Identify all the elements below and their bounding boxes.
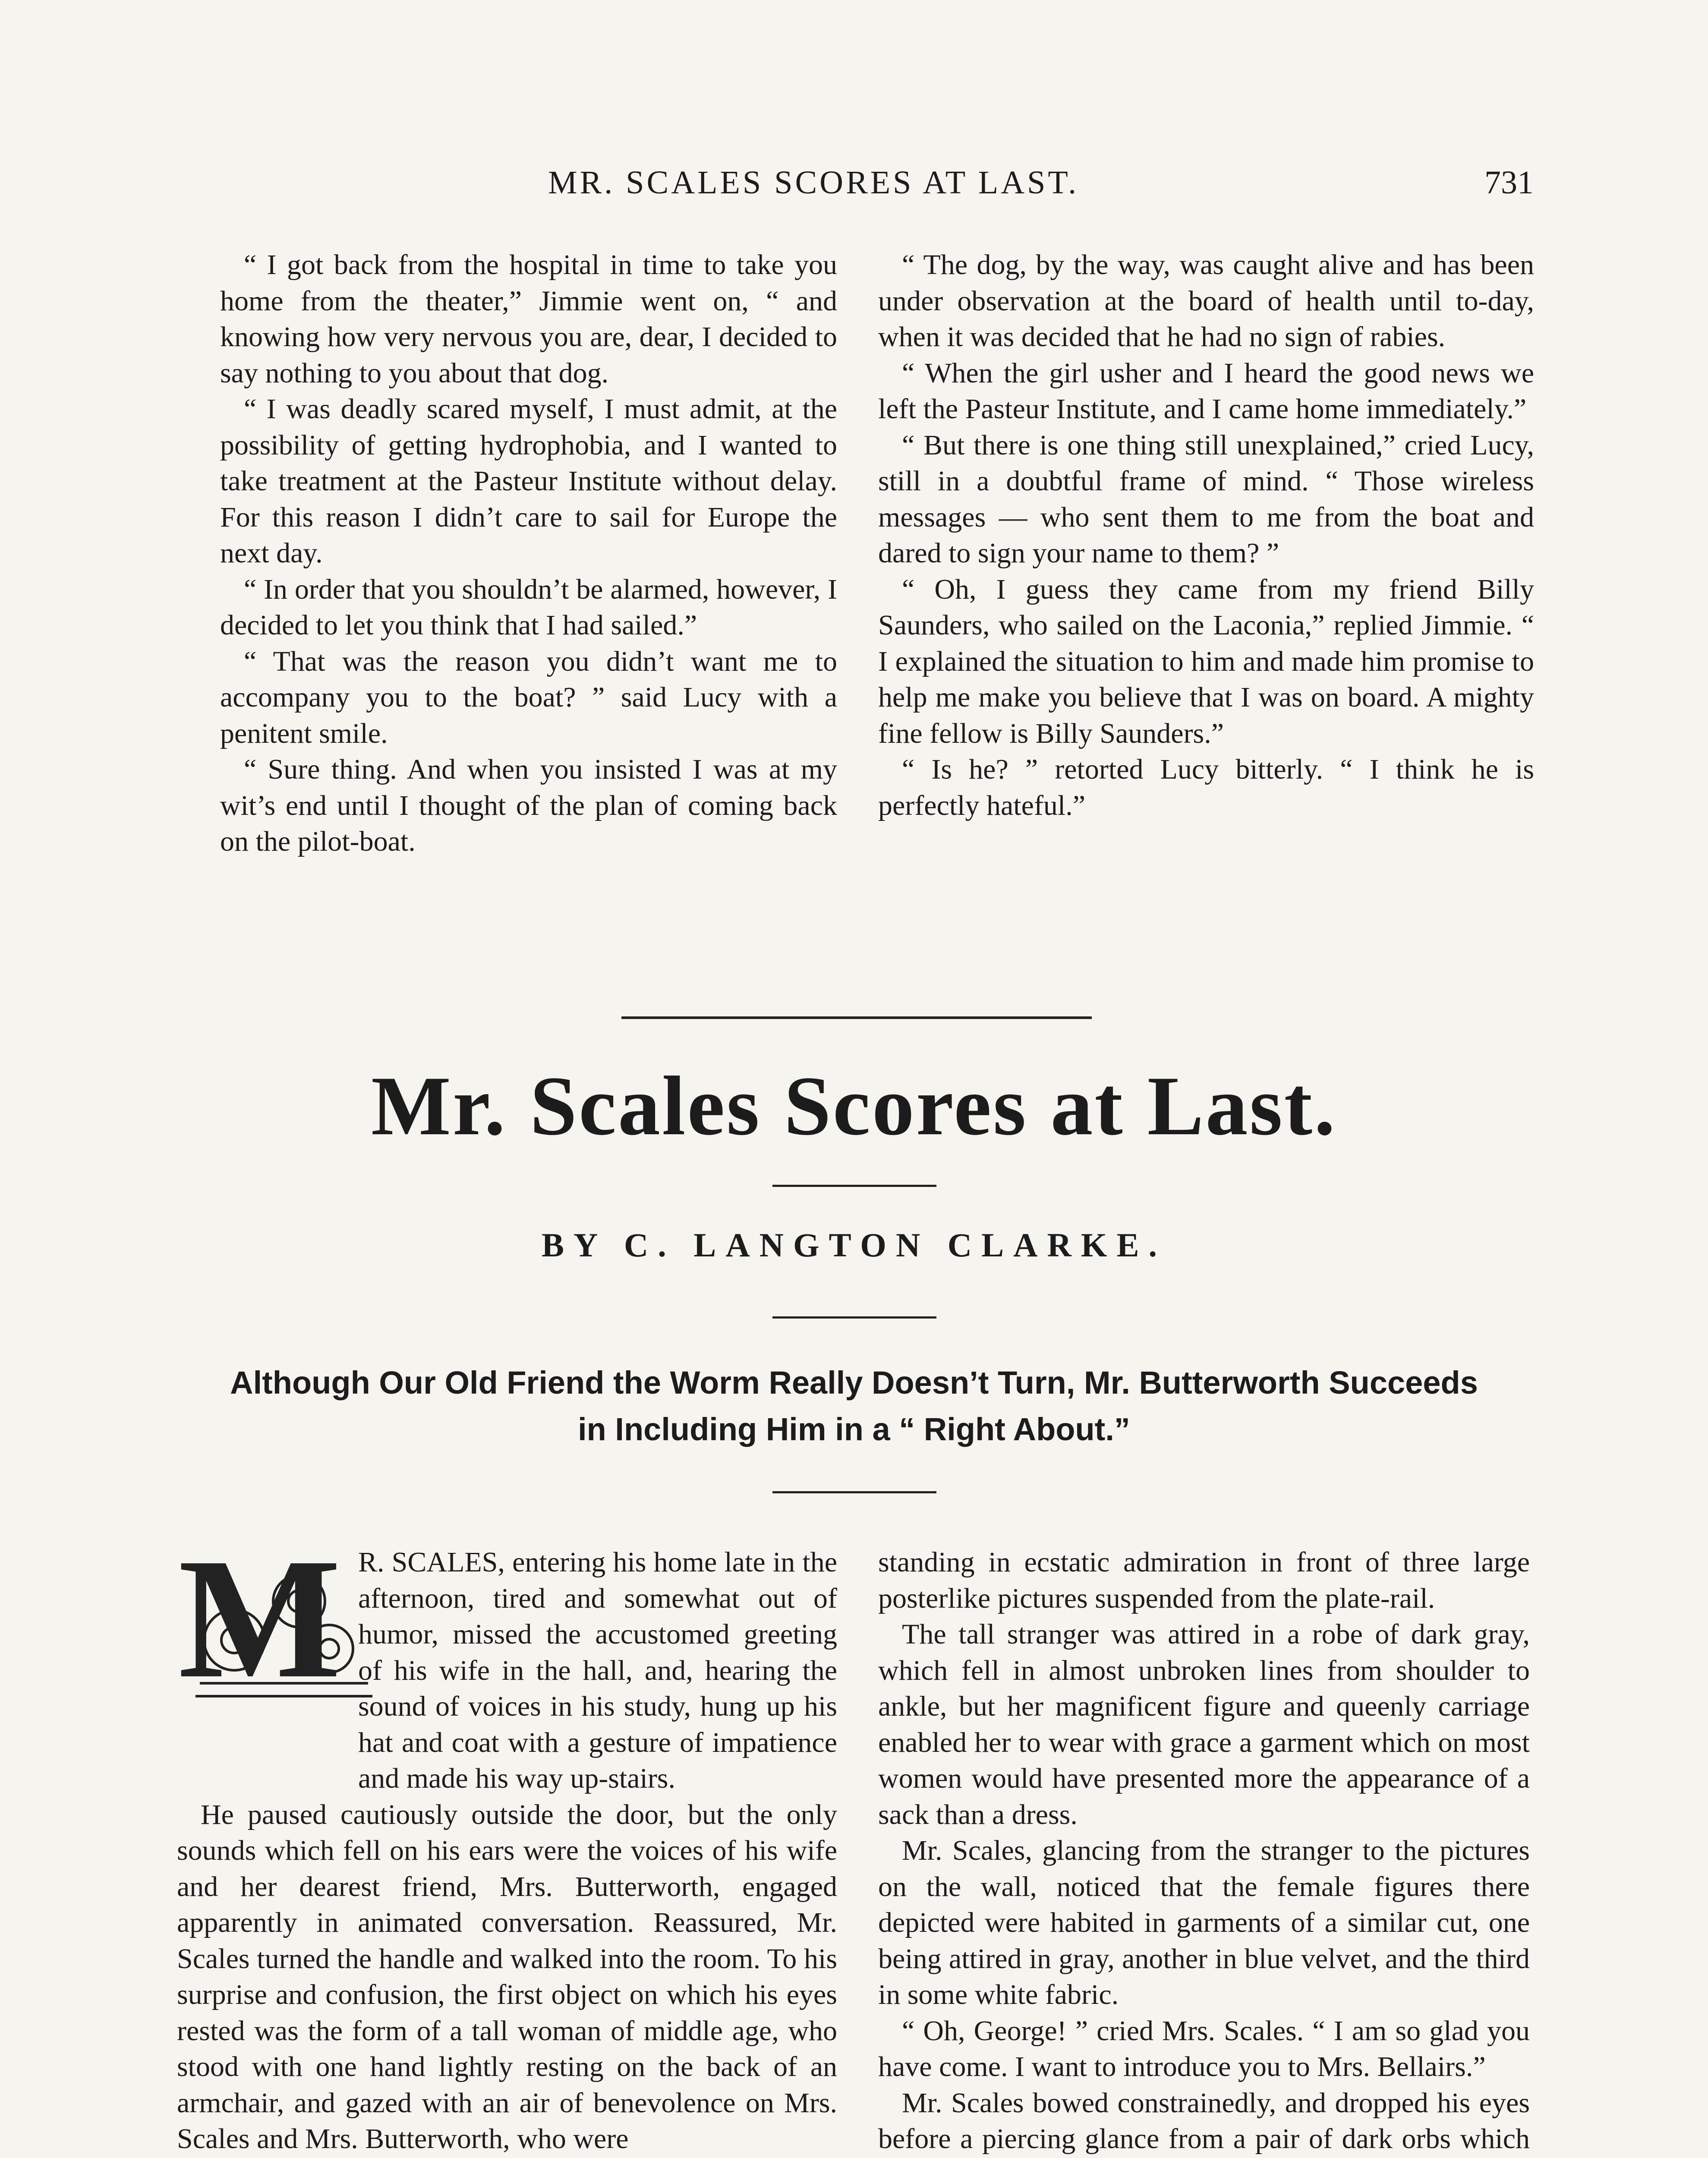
paragraph: “ But there is one thing still unexplained,” cried Lucy, still in a doubtful frame of mind. “ Those wireless messages — who sent them to me from the boat and dared to sign your name to them? ” [878,429,1534,569]
story2-right-column [878,1544,1530,2158]
story2-left-opening [177,1544,837,2157]
paragraph: “ The dog, by the way, was caught alive and has been under observation at the board of health until to-day, when it was decided that he had no sign of rabies. [878,249,1534,353]
paragraph: “ In order that you shouldn’t be alarmed, however, I decided to let you think that I had sailed.” [220,573,837,641]
paragraph: “ When the girl usher and I heard the good news we left the Pasteur Institute, and I came home immediately.” [878,357,1534,425]
paragraph: “ Oh, I guess they came from my friend Billy Saunders, who sailed on the Laconia,” replied Jimmie. “ I explained the situation to him and made him promise to help me make you believe that I was on board. A mighty fine fellow is Billy Saunders.” [878,573,1534,749]
story1-left-column [220,247,837,860]
dropcap-letter: M [178,1523,341,1714]
title-rule [772,1185,936,1187]
byline: BY C. LANGTON CLARKE. [542,1226,1166,1264]
paragraph: “ Sure thing. And when you insisted I was at my wit’s end until I thought of the plan of coming back on the pilot-boat. [220,754,837,857]
section-divider [621,1016,1092,1019]
paragraph: The tall stranger was attired in a robe of dark gray, which fell in almost unbroken lines from shoulder to ankle, but her magnificent figure and queenly carriage enabled her to wear with grace a garment which on most women would have presented more the appearance of a sack than a dress. [878,1618,1530,1830]
story1-right-column [878,247,1534,823]
paragraph: “ I was deadly scared myself, I must admit, at the possibility of getting hydrophobia, and I wanted to take treatment at the Pasteur Institute without delay. For this reason I didn’t care to sail for Europe the next day. [220,393,837,569]
paragraph: Mr. Scales bowed constrainedly, and dropped his eyes before a piercing glance from a pair of dark orbs which [878,2087,1530,2155]
running-head: MR. SCALES SCORES AT LAST. [548,164,1079,201]
paragraph: “ Oh, George! ” cried Mrs. Scales. “ I am so glad you have come. I want to introduce you to Mrs. Bellairs.” [878,2015,1530,2082]
paragraph: “ That was the reason you didn’t want me to accompany you to the boat? ” said Lucy with a penitent smile. [220,645,837,749]
opening-paragraph: R. SCALES, entering his home late in the afternoon, tired and somewhat out of humor, missed the accustomed greeting of his wife in the hall, and, hearing the sound of voices in his study, hung up his hat and coat with a gesture of impatience and made his way up-stairs. [358,1546,837,1794]
paragraph: Mr. Scales, glancing from the stranger to the pictures on the wall, noticed that the female figures there depicted were habited in garments of a similar cut, one being attired in gray, another in blue velvet, and the third in some white fabric. [878,1835,1530,2010]
paragraph: standing in ecstatic admiration in front of three large posterlike pictures suspended from the plate-rail. [878,1546,1530,1614]
paragraph: “ I got back from the hospital in time to take you home from the theater,” Jimmie went on, “ and knowing how very nervous you are, dear, I decided to say nothing to you about that dog. [220,249,837,389]
article-title: Mr. Scales Scores at Last. [371,1059,1337,1153]
byline-rule [772,1316,936,1319]
paragraph: He paused cautiously outside the door, but the only sounds which fell on his ears were the voices of his wife and her dearest friend, Mrs. Butterworth, engaged apparently in animated conversation. Reassured, Mr. Scales turned the handle and walked into the room. To his surprise and confusion, the first object on which his eyes rested was the form of a tall woman of middle age, who stood with one hand lightly resting on the back of an armchair, and gazed with an air of benevolence on Mrs. Scales and Mrs. Butterworth, who were [177,1798,837,2155]
deck-subtitle: Although Our Old Friend the Worm Really Doesn’t Turn, Mr. Butterworth Succeeds in Including Him in a “ Right About.” [230,1365,1478,1447]
page-number: 731 [1484,164,1534,201]
deck-rule [772,1491,936,1493]
paragraph: “ Is he? ” retorted Lucy bitterly. “ I think he is perfectly hateful.” [878,754,1534,821]
